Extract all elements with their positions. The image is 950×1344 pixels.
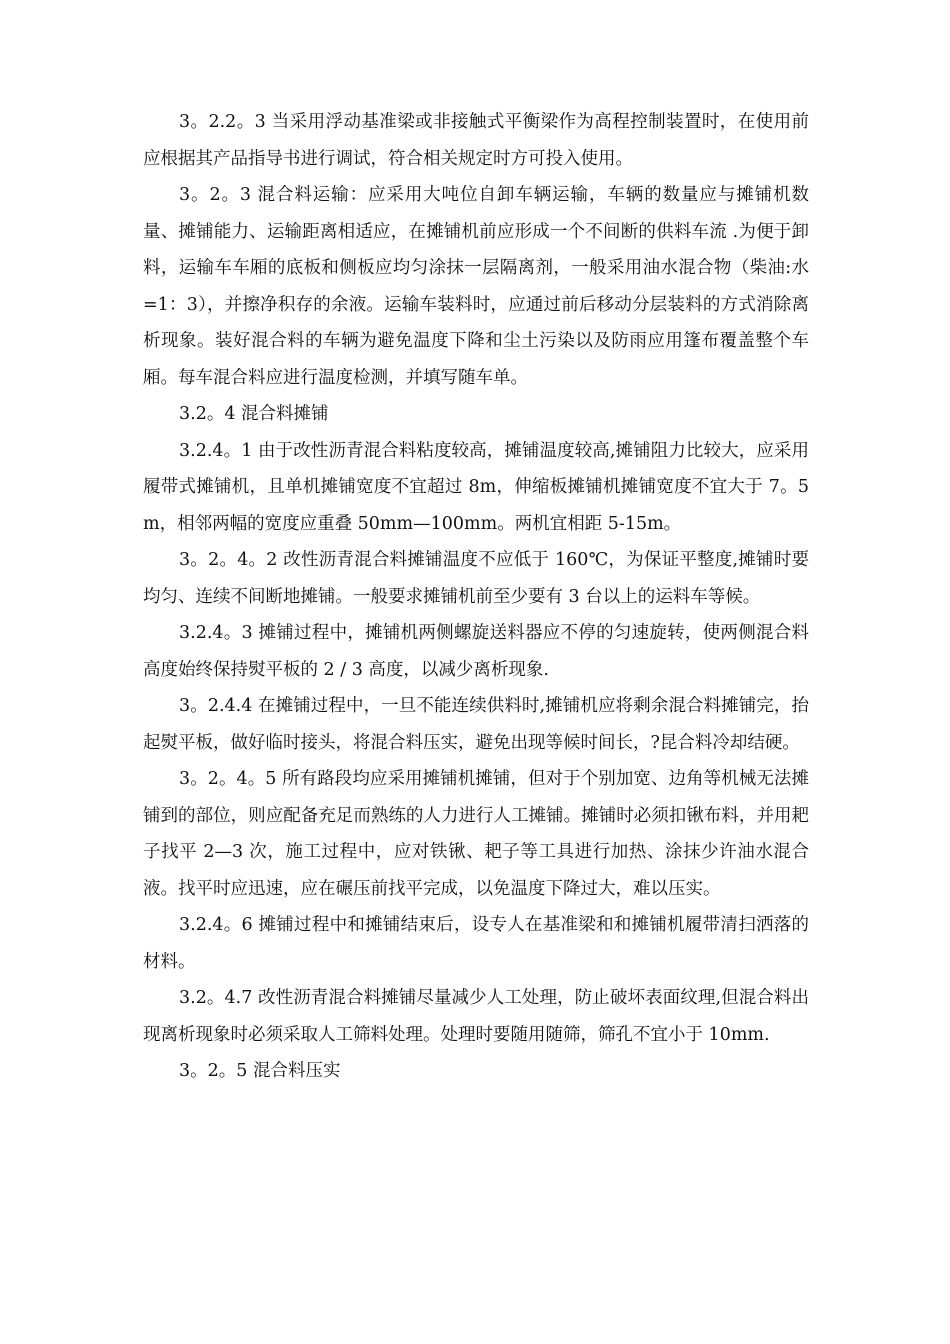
document-body <box>143 104 809 1090</box>
section-heading-3-2-4: 3.2。4 混合料摊铺 <box>179 404 329 424</box>
section-heading-3-2-5: 3。2。5 混合料压实 <box>179 1061 341 1081</box>
paragraph-3-2-4-6: 3.2.4。6 摊铺过程中和摊铺结束后，设专人在基准梁和和摊铺机履带清扫洒落的材料。 <box>143 915 809 972</box>
paragraph-3-2-3: 3。2。3 混合料运输：应采用大吨位自卸车辆运输，车辆的数量应与摊铺机数量、摊铺能力、运输距离相适应，在摊铺机前应形成一个不间断的供料车流 .为便于卸料，运输车车厢的底板和侧板应均匀涂抹一层隔离剂，一般采用油水混合物（柴油:水=1：3），并擦净积存的余液。运输车装料时，应通过前后移动分层装料的方式消除离析现象。装好混合料的车辆为避免温度下降和尘土污染以及防雨应用篷布覆盖整个车厢。每车混合料应进行温度检测，并填写随车单。 <box>143 185 809 388</box>
paragraph-3-2-4-2: 3。2。4。2 改性沥青混合料摊铺温度不应低于 160℃，为保证平整度,摊铺时要均匀、连续不间断地摊铺。一般要求摊铺机前至少要有 3 台以上的运料车等候。 <box>143 550 809 607</box>
paragraph-3-2-4-4: 3。2.4.4 在摊铺过程中，一旦不能连续供料时,摊铺机应将剩余混合料摊铺完，抬起熨平板，做好临时接头，将混合料压实，避免出现等候时间长，?昆合料冷却结硬。 <box>143 696 809 753</box>
paragraph-3-2-2-3: 3。2.2。3 当采用浮动基准梁或非接触式平衡梁作为高程控制装置时，在使用前应根据其产品指导书进行调试，符合相关规定时方可投入使用。 <box>143 112 809 169</box>
paragraph-3-2-4-5: 3。2。4。5 所有路段均应采用摊铺机摊铺，但对于个别加宽、边角等机械无法摊铺到的部位，则应配备充足而熟练的人力进行人工摊铺。摊铺时必须扣锹布料，并用耙子找平 2—3 次，施工过程中，应对铁锹、耙子等工具进行加热、涂抹少许油水混合液。找平时应迅速，应在碾压前找平完成，以免温度下降过大，难以压实。 <box>143 769 809 899</box>
paragraph-3-2-4-3: 3.2.4。3 摊铺过程中，摊铺机两侧螺旋送料器应不停的匀速旋转，使两侧混合料高度始终保持熨平板的 2 / 3 高度，以减少离析现象. <box>143 623 809 680</box>
paragraph-3-2-4-1: 3.2.4。1 由于改性沥青混合料粘度较高，摊铺温度较高,摊铺阻力比较大，应采用履带式摊铺机，且单机摊铺宽度不宜超过 8m，伸缩板摊铺机摊铺宽度不宜大于 7。5m，相邻两幅的宽度应重叠 50mm—100mm。两机宜相距 5-15m。 <box>143 440 809 534</box>
paragraph-3-2-4-7: 3.2。4.7 改性沥青混合料摊铺尽量减少人工处理，防止破坏表面纹理,但混合料出现离析现象时必须采取人工筛料处理。处理时要随用随筛，筛孔不宜小于 10mm. <box>143 988 809 1045</box>
